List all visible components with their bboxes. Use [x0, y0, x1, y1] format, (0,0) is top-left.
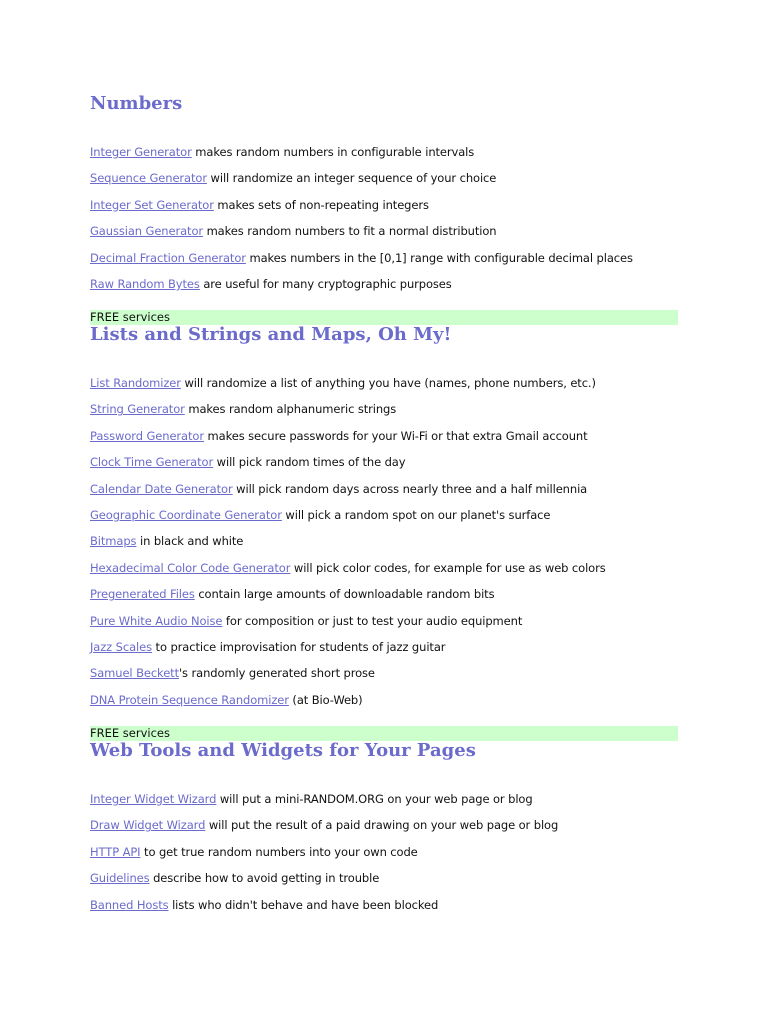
list-item: [90, 171, 633, 197]
section-title-lists: Lists and Strings and Maps, Oh My!: [90, 324, 452, 345]
jazz-scales-link[interactable]: Jazz Scales: [90, 639, 152, 654]
item-description: will pick random days across nearly three and a half millennia: [232, 481, 588, 496]
item-description: will pick a random spot on our planet's surface: [281, 507, 551, 522]
http-api-link[interactable]: HTTP API: [90, 844, 141, 859]
integer-set-generator-link[interactable]: Integer Set Generator: [90, 197, 214, 212]
list-item: [90, 251, 633, 277]
item-description: will randomize a list of anything you have (names, phone numbers, etc.): [180, 376, 596, 390]
list-item: [90, 561, 606, 587]
item-description: will pick color codes, for example for use as web colors: [290, 560, 606, 575]
integer-generator-link[interactable]: Integer Generator: [90, 145, 192, 159]
item-description: makes random alphanumeric strings: [184, 402, 397, 417]
string-generator-link[interactable]: String Generator: [90, 402, 185, 417]
draw-widget-wizard-link[interactable]: Draw Widget Wizard: [90, 818, 206, 833]
item-description: to get true random numbers into your own code: [140, 844, 418, 859]
decimal-fraction-generator-link[interactable]: Decimal Fraction Generator: [90, 250, 246, 265]
numbers-list: [90, 145, 633, 303]
calendar-date-generator-link[interactable]: Calendar Date Generator: [90, 481, 233, 496]
list-item: [90, 666, 606, 692]
clock-time-generator-link[interactable]: Clock Time Generator: [90, 455, 214, 470]
gaussian-generator-link[interactable]: Gaussian Generator: [90, 224, 204, 239]
list-item: [90, 845, 558, 871]
geographic-coordinate-generator-link[interactable]: Geographic Coordinate Generator: [90, 507, 282, 522]
item-description: makes numbers in the [0,1] range with configurable decimal places: [245, 250, 633, 265]
list-item: [90, 693, 606, 719]
pregenerated-files-link[interactable]: Pregenerated Files: [90, 587, 195, 602]
samuel-beckett-link[interactable]: Samuel Beckett: [90, 666, 179, 681]
pure-white-audio-noise-link[interactable]: Pure White Audio Noise: [90, 613, 223, 628]
section-title-web-tools: Web Tools and Widgets for Your Pages: [90, 740, 476, 761]
list-item: [90, 145, 633, 171]
item-description: makes sets of non-repeating integers: [213, 197, 429, 212]
list-item: [90, 871, 558, 897]
item-description: will randomize an integer sequence of your choice: [206, 171, 497, 186]
free-services-banner: FREE services: [90, 310, 678, 325]
list-item: [90, 508, 606, 534]
item-description: to practice improvisation for students of jazz guitar: [152, 639, 446, 654]
list-item: [90, 429, 606, 455]
item-description: makes random numbers in configurable intervals: [191, 145, 475, 159]
item-description: makes secure passwords for your Wi-Fi or that extra Gmail account: [203, 428, 588, 443]
lists-list: [90, 376, 606, 719]
guidelines-link[interactable]: Guidelines: [90, 871, 150, 886]
list-item: [90, 792, 558, 818]
password-generator-link[interactable]: Password Generator: [90, 428, 204, 443]
item-description: (at Bio-Web): [288, 692, 363, 707]
dna-protein-sequence-randomizer-link[interactable]: DNA Protein Sequence Randomizer: [90, 692, 289, 707]
item-description: describe how to avoid getting in trouble: [149, 871, 380, 886]
hexadecimal-color-code-generator-link[interactable]: Hexadecimal Color Code Generator: [90, 560, 291, 575]
item-description: lists who didn't behave and have been blocked: [168, 897, 439, 912]
section-title-numbers: Numbers: [90, 93, 183, 114]
bitmaps-link[interactable]: Bitmaps: [90, 534, 137, 549]
item-description: are useful for many cryptographic purposes: [199, 276, 452, 291]
list-item: [90, 818, 558, 844]
list-item: [90, 614, 606, 640]
item-description: will put the result of a paid drawing on your web page or blog: [205, 818, 559, 833]
item-description: for composition or just to test your audio equipment: [222, 613, 523, 628]
free-services-banner: FREE services: [90, 726, 678, 741]
list-item: [90, 376, 606, 402]
item-description: will pick random times of the day: [213, 455, 406, 470]
list-item: [90, 224, 633, 250]
item-description: makes random numbers to fit a normal distribution: [203, 224, 497, 239]
raw-random-bytes-link[interactable]: Raw Random Bytes: [90, 276, 200, 291]
integer-widget-wizard-link[interactable]: Integer Widget Wizard: [90, 792, 217, 806]
list-item: [90, 277, 633, 303]
item-description: in black and white: [136, 534, 244, 549]
item-description: will put a mini-RANDOM.ORG on your web page or blog: [216, 792, 533, 806]
item-description: 's randomly generated short prose: [179, 666, 375, 681]
list-item: [90, 898, 558, 924]
list-item: [90, 587, 606, 613]
item-description: contain large amounts of downloadable random bits: [194, 587, 495, 602]
list-item: [90, 534, 606, 560]
list-item: [90, 482, 606, 508]
list-item: [90, 455, 606, 481]
list-item: [90, 402, 606, 428]
list-randomizer-link[interactable]: List Randomizer: [90, 376, 181, 390]
web-tools-list: [90, 792, 558, 924]
list-item: [90, 198, 633, 224]
list-item: [90, 640, 606, 666]
banned-hosts-link[interactable]: Banned Hosts: [90, 897, 169, 912]
sequence-generator-link[interactable]: Sequence Generator: [90, 171, 207, 186]
